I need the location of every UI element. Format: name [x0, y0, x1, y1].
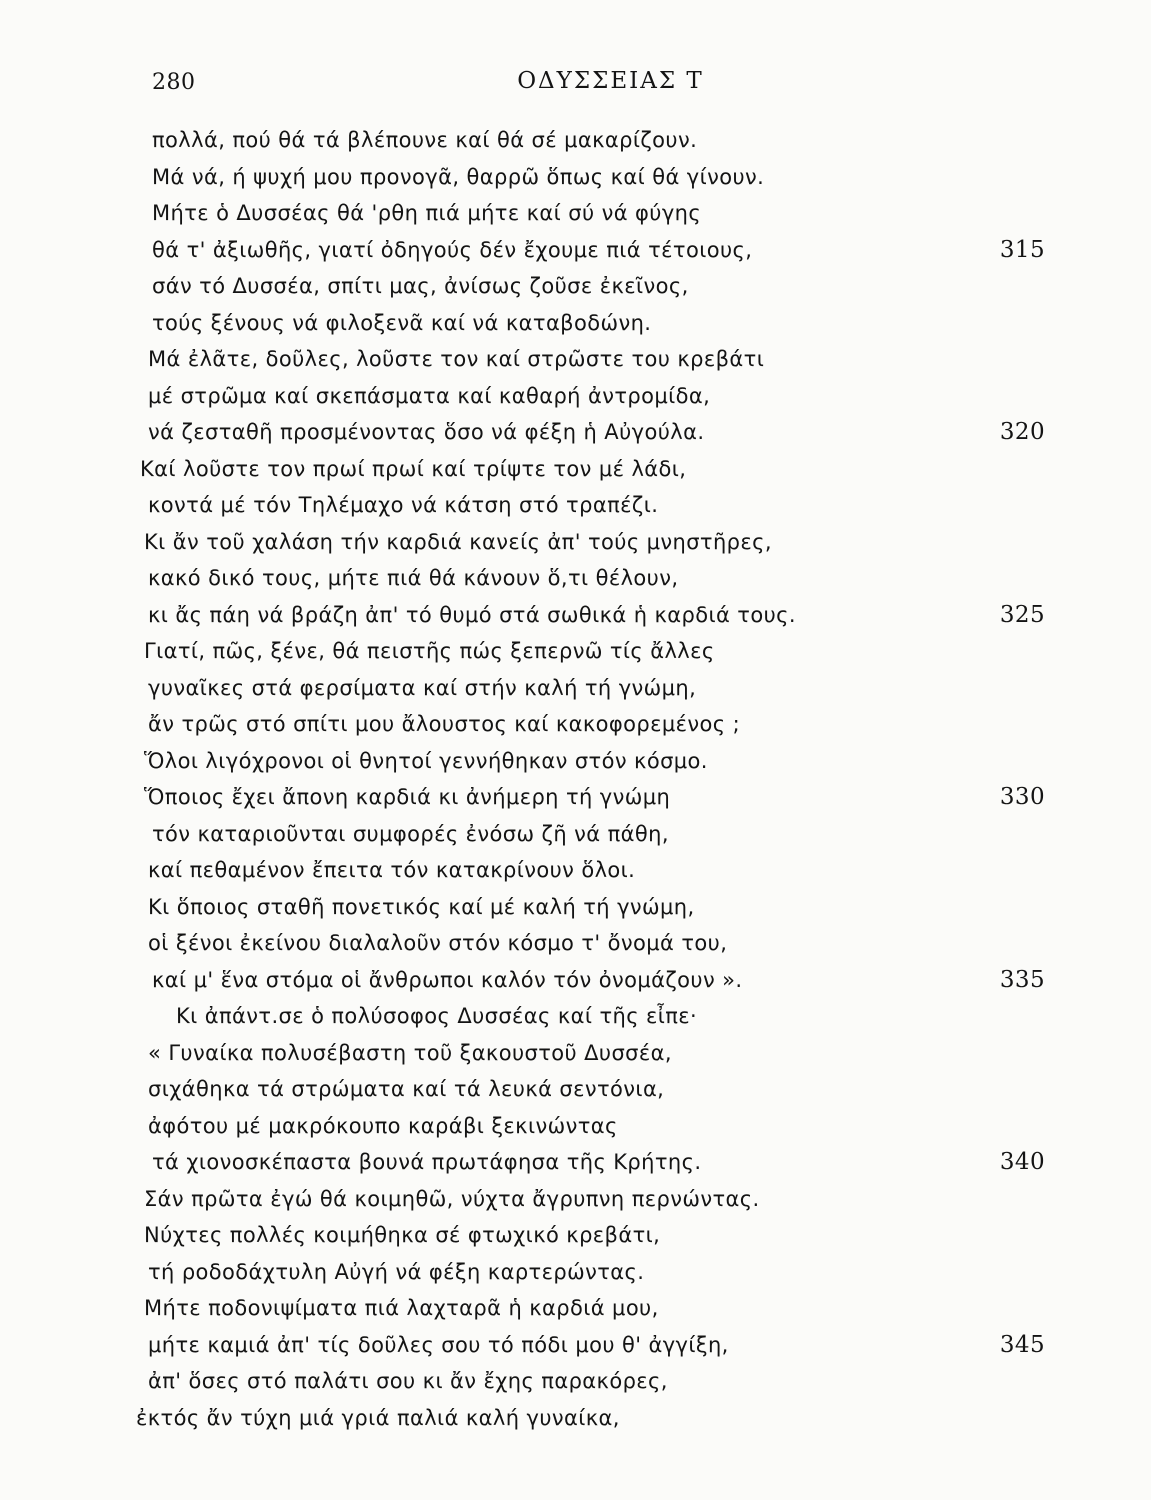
verse-line — [0, 1290, 1151, 1327]
verse-text: Ὅποιος ἔχει ἄπονη καρδιά κι ἀνήμερη τή γνώμη — [144, 785, 671, 809]
poem-text — [0, 122, 1151, 1436]
verse-text: ἀπ' ὅσες στό παλάτι σου κι ἄν ἔχης παρακόρες, — [148, 1369, 668, 1393]
verse-text: σάν τό Δυσσέα, σπίτι μας, ἀνίσως ζοῦσε ἐκεῖνος, — [152, 274, 689, 298]
verse-line — [0, 232, 1151, 269]
verse-text: Σάν πρῶτα ἐγώ θά κοιμηθῶ, νύχτα ἄγρυπνη περνώντας. — [144, 1186, 760, 1211]
verse-text: Γιατί, πῶς, ξένε, θά πειστῆς πώς ξεπερνῶ τίς ἄλλες — [144, 639, 715, 663]
verse-text: τόν καταριοῦνται συμφορές ἐνόσω ζῆ νά πάθη, — [152, 821, 669, 846]
verse-line — [0, 122, 1151, 159]
verse-line — [0, 560, 1151, 597]
verse-text: πολλά, πού θά τά βλέπουνε καί θά σέ μακαρίζουν. — [152, 128, 698, 152]
verse-text: Κι ἀπάντ.σε ὁ πολύσοφος Δυσσέας καί τῆς εἶπε· — [176, 1004, 698, 1028]
verse-text: τούς ξένους νά φιλοξενᾶ καί νά καταβοδώνη. — [152, 310, 652, 335]
verse-text: Ὅλοι λιγόχρονοι οἱ θνητοί γεννήθηκαν στόν κόσμο. — [144, 748, 708, 773]
verse-text: σιχάθηκα τά στρώματα καί τά λευκά σεντόνια, — [148, 1077, 665, 1101]
verse-line — [0, 487, 1151, 524]
verse-line — [0, 816, 1151, 853]
verse-text: καί μ' ἕνα στόμα οἱ ἄνθρωποι καλόν τόν ὀνομάζουν ». — [152, 967, 743, 992]
verse-text: καί πεθαμένον ἔπειτα τόν κατακρίνουν ὅλοι. — [148, 858, 636, 882]
verse-text: Κι ὅποιος σταθῆ πονετικός καί μέ καλή τή γνώμη, — [148, 894, 695, 919]
verse-text: κι ἄς πάη νά βράζη ἀπ' τό θυμό στά σωθικά ἡ καρδιά τους. — [148, 602, 796, 627]
verse-line — [0, 378, 1151, 415]
verse-line — [0, 195, 1151, 232]
verse-line — [0, 524, 1151, 561]
verse-text: γυναῖκες στά φερσίματα καί στήν καλή τή γνώμη, — [148, 675, 697, 700]
verse-line — [0, 633, 1151, 670]
verse-line — [0, 597, 1151, 634]
verse-line — [0, 889, 1151, 926]
verse-text: Καί λοῦστε τον πρωί πρωί καί τρίψτε τον μέ λάδι, — [140, 456, 687, 481]
line-number: 335 — [999, 966, 1045, 993]
verse-line — [0, 779, 1151, 816]
line-number: 330 — [999, 784, 1045, 810]
verse-line — [0, 1071, 1151, 1108]
verse-line — [0, 1035, 1151, 1072]
verse-text: νά ζεσταθῆ προσμένοντας ὅσο νά φέξη ἡ Αὐγούλα. — [148, 420, 705, 444]
verse-text: τή ροδοδάχτυλη Αὐγή νά φέξη καρτερώντας. — [148, 1259, 645, 1284]
verse-line — [0, 1144, 1151, 1181]
line-number: 320 — [999, 419, 1045, 445]
verse-text: Μήτε ποδονιψίματα πιά λαχταρᾶ ἡ καρδιά μου, — [144, 1296, 659, 1320]
line-number: 315 — [999, 236, 1045, 263]
verse-text: Μήτε ὁ Δυσσέας θά 'ρθη πιά μήτε καί σύ νά φύγης — [152, 201, 702, 225]
line-number: 325 — [999, 601, 1045, 628]
verse-line — [0, 706, 1151, 743]
verse-text: Κι ἄν τοῦ χαλάση τήν καρδιά κανείς ἀπ' τούς μνηστῆρες, — [144, 529, 772, 554]
verse-line — [0, 1217, 1151, 1254]
verse-text: « Γυναίκα πολυσέβαστη τοῦ ξακουστοῦ Δυσσέα, — [148, 1040, 672, 1065]
verse-line — [0, 305, 1151, 342]
verse-line — [0, 451, 1151, 488]
verse-text: ἄν τρῶς στό σπίτι μου ἄλουστος καί κακοφορεμένος ; — [148, 712, 741, 736]
verse-line — [0, 1363, 1151, 1400]
verse-text: μέ στρῶμα καί σκεπάσματα καί καθαρή ἀντρομίδα, — [148, 383, 711, 408]
page-number: 280 — [152, 70, 196, 95]
verse-line — [0, 852, 1151, 889]
verse-line — [0, 1181, 1151, 1218]
verse-text: οἱ ξένοι ἐκείνου διαλαλοῦν στόν κόσμο τ' ὄνομά του, — [148, 931, 728, 955]
line-number: 345 — [999, 1331, 1045, 1358]
verse-text: μήτε καμιά ἀπ' τίς δοῦλες σου τό πόδι μου θ' ἀγγίξη, — [148, 1332, 729, 1357]
verse-line — [0, 159, 1151, 196]
verse-text: Μά νά, ή ψυχή μου προνογᾶ, θαρρῶ ὅπως καί θά γίνουν. — [152, 164, 765, 189]
verse-text: θά τ' ἀξιωθῆς, γιατί ὀδηγούς δέν ἔχουμε πιά τέτοιους, — [152, 237, 753, 262]
verse-line — [0, 268, 1151, 305]
verse-line — [0, 1327, 1151, 1364]
verse-text: Νύχτες πολλές κοιμήθηκα σέ φτωχικό κρεβάτι, — [144, 1223, 661, 1247]
verse-line — [0, 1254, 1151, 1291]
verse-text: ἐκτός ἄν τύχη μιά γριά παλιά καλή γυναίκα, — [136, 1405, 620, 1430]
line-number: 340 — [999, 1149, 1045, 1175]
verse-text: Μά ἐλᾶτε, δοῦλες, λοῦστε τον καί στρῶστε του κρεβάτι — [148, 347, 765, 371]
verse-line — [0, 962, 1151, 999]
verse-line — [0, 998, 1151, 1035]
page-header — [0, 62, 1151, 102]
verse-line — [0, 341, 1151, 378]
verse-text: κοντά μέ τόν Τηλέμαχο νά κάτση στό τραπέζι. — [148, 493, 659, 517]
verse-text: ἀφότου μέ μακρόκουπο καράβι ξεκινώντας — [148, 1113, 618, 1138]
verse-line — [0, 670, 1151, 707]
running-title: ΟΔΥΣΣΕΙΑΣ Τ — [517, 68, 704, 94]
verse-text: τά χιονοσκέπαστα βουνά πρωτάφησα τῆς Κρήτης. — [152, 1150, 702, 1174]
verse-line — [0, 743, 1151, 780]
verse-line — [0, 1400, 1151, 1437]
verse-line — [0, 925, 1151, 962]
verse-line — [0, 1108, 1151, 1145]
verse-line — [0, 414, 1151, 451]
verse-text: κακό δικό τους, μήτε πιά θά κάνουν ὅ,τι θέλουν, — [148, 566, 679, 590]
